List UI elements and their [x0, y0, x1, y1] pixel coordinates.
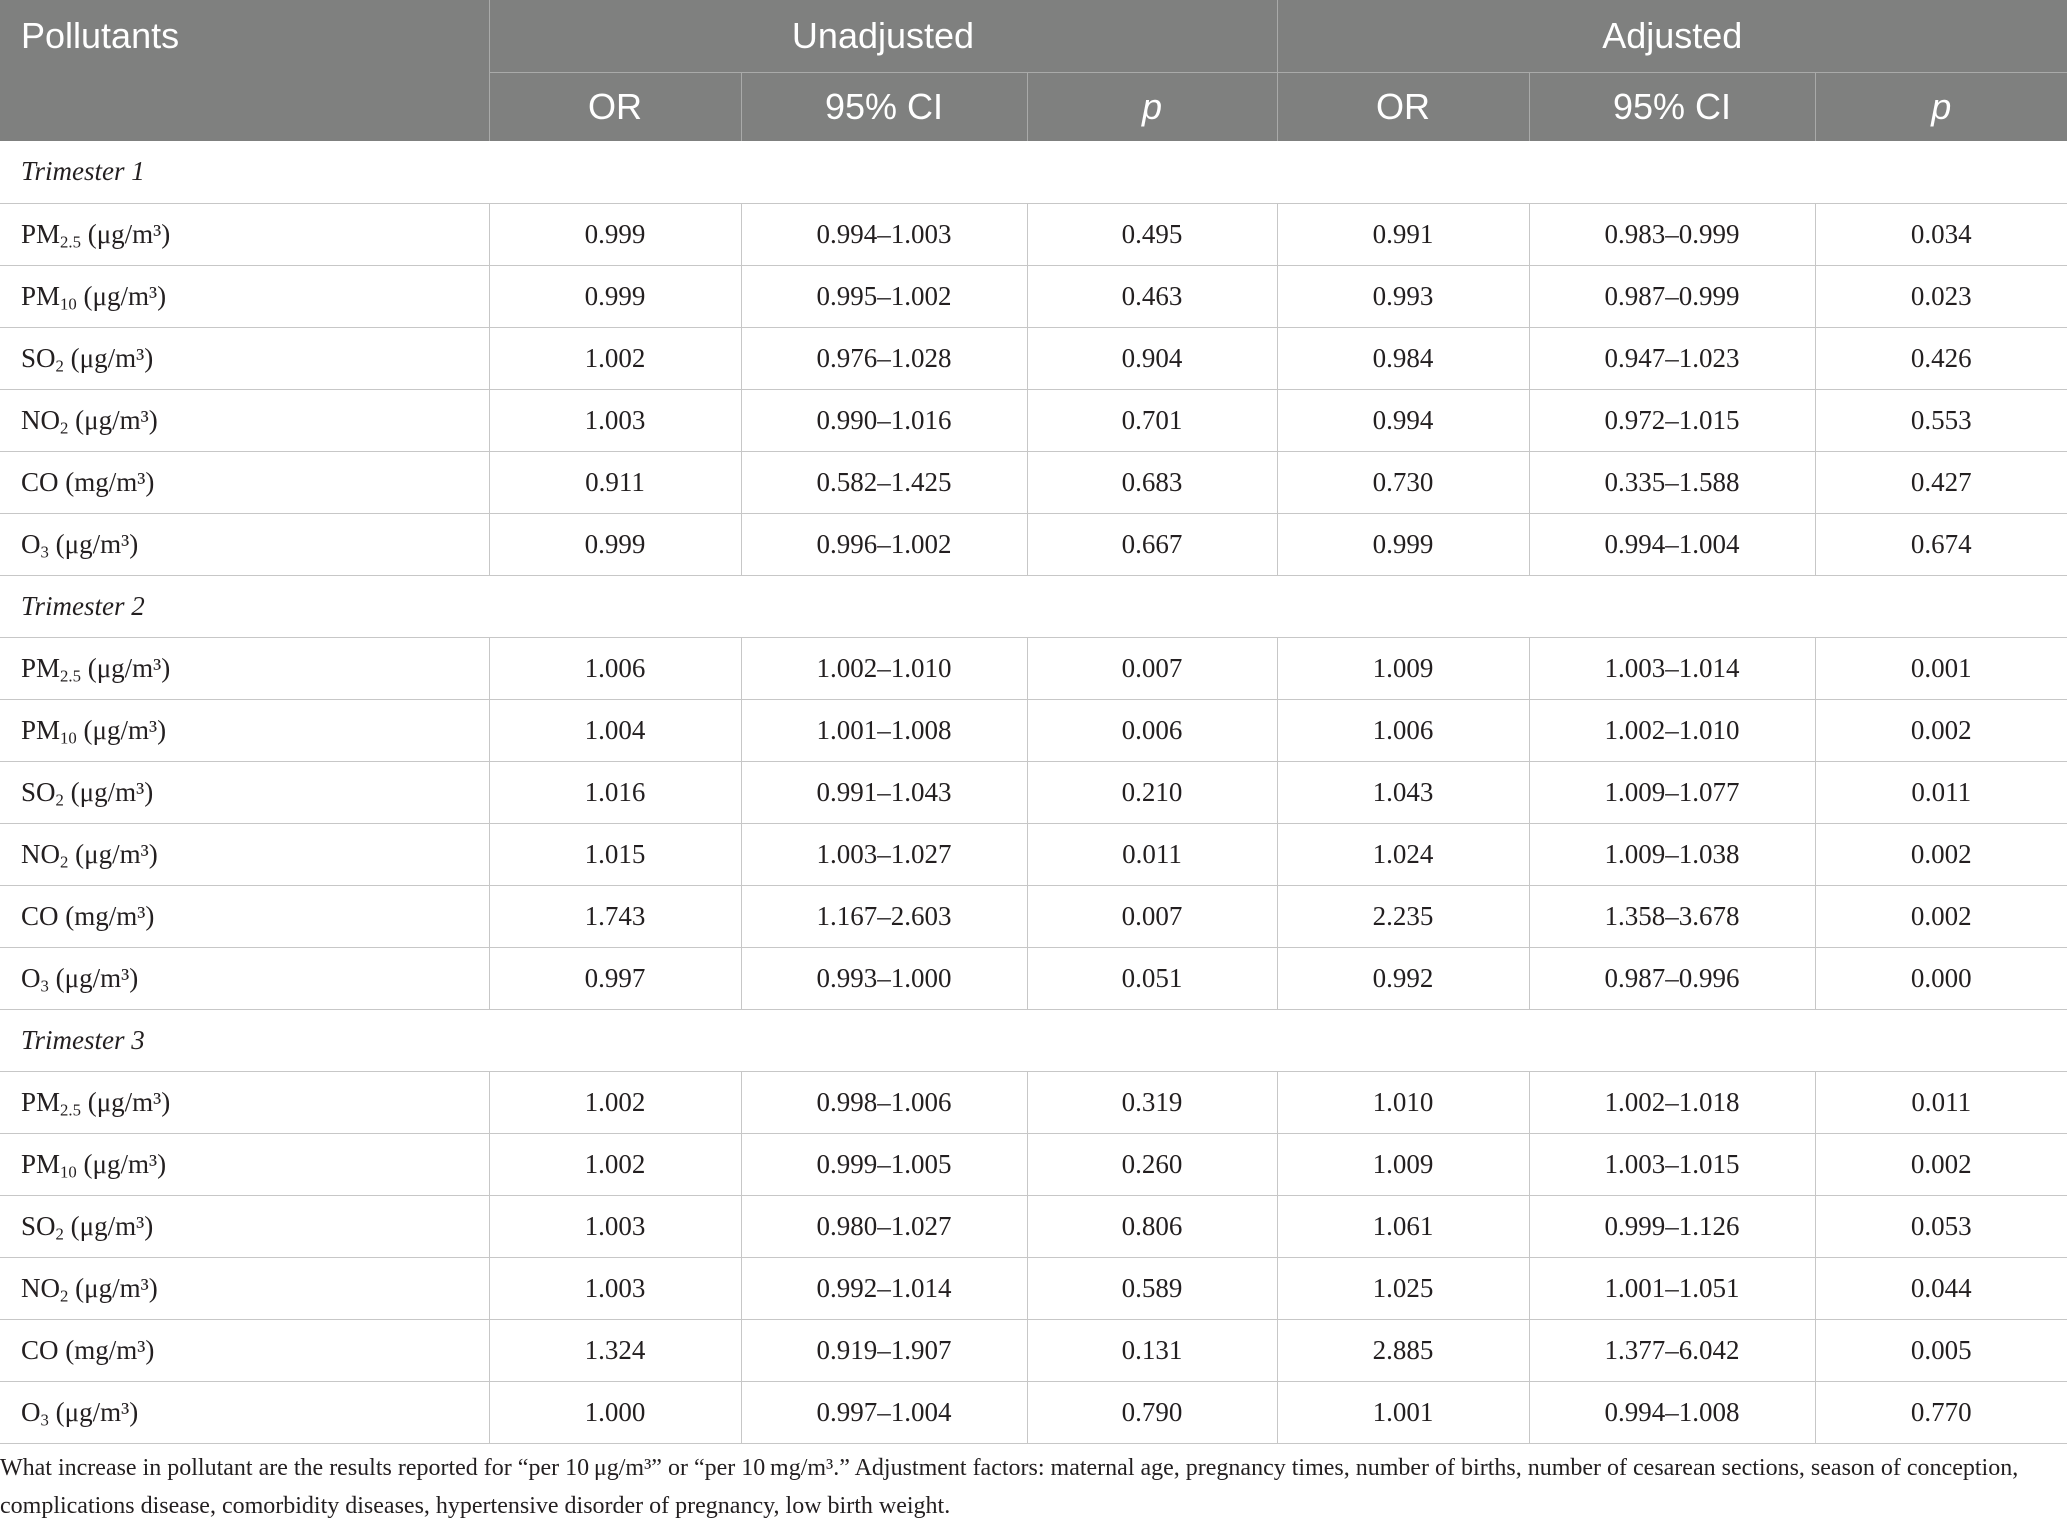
- pollutant-unit: (μg/m³): [55, 962, 139, 993]
- or-unadjusted-cell: 1.002: [489, 1071, 741, 1133]
- ci-unadjusted-cell: 0.999–1.005: [741, 1133, 1027, 1195]
- or-unadjusted-cell: 1.015: [489, 823, 741, 885]
- table-footnote: What increase in pollutant are the results reported for “per 10 μg/m³” or “per 10 mg/m³.” Adjustment factors: maternal age, pregnancy times, number of births, number of cesarean sections, season of conception, complications disease, comorbidity diseases, hypertensive disorder of pregnancy, low birth weight.: [0, 1455, 2019, 1519]
- ci-adjusted-cell: 1.377–6.042: [1529, 1319, 1815, 1381]
- pollutant-subscript: 3: [40, 542, 49, 562]
- pollutant-unit: (μg/m³): [87, 1086, 171, 1117]
- ci-adjusted-cell: 1.009–1.077: [1529, 761, 1815, 823]
- pollutant-subscript: 10: [60, 1162, 77, 1182]
- pollutant-name: CO: [21, 1334, 59, 1365]
- or-adjusted-cell: 1.006: [1277, 699, 1529, 761]
- header-pollutants: Pollutants: [0, 0, 489, 141]
- ci-adjusted-cell: 0.994–1.004: [1529, 513, 1815, 575]
- p-unadjusted-cell: 0.667: [1027, 513, 1277, 575]
- ci-unadjusted-cell: 0.994–1.003: [741, 203, 1027, 265]
- or-unadjusted-cell: 0.999: [489, 513, 741, 575]
- ci-unadjusted-cell: 0.990–1.016: [741, 389, 1027, 451]
- pollutant-unit: (μg/m³): [55, 1396, 139, 1427]
- pollutant-unit: (μg/m³): [83, 280, 167, 311]
- pollutant-name: O: [21, 1396, 41, 1427]
- p-adjusted-cell: 0.034: [1815, 203, 2067, 265]
- pollutant-cell: [0, 1195, 489, 1257]
- or-adjusted-cell: 1.043: [1277, 761, 1529, 823]
- p-adjusted-cell: 0.044: [1815, 1257, 2067, 1319]
- table-row: [0, 451, 2067, 513]
- pollutant-unit: (μg/m³): [87, 652, 171, 683]
- p-unadjusted-cell: 0.806: [1027, 1195, 1277, 1257]
- p-adjusted-cell: 0.002: [1815, 1133, 2067, 1195]
- pollutant-cell: [0, 637, 489, 699]
- p-adjusted-cell: 0.427: [1815, 451, 2067, 513]
- or-unadjusted-cell: 0.999: [489, 265, 741, 327]
- pollutant-subscript: 3: [40, 976, 49, 996]
- p-unadjusted-cell: 0.463: [1027, 265, 1277, 327]
- trimester-heading-row: [0, 141, 2067, 203]
- or-adjusted-cell: 0.994: [1277, 389, 1529, 451]
- ci-unadjusted-cell: 1.002–1.010: [741, 637, 1027, 699]
- table-row: [0, 823, 2067, 885]
- pollutant-unit: (μg/m³): [75, 1272, 158, 1303]
- or-adjusted-cell: 0.999: [1277, 513, 1529, 575]
- ci-adjusted-cell: 0.335–1.588: [1529, 451, 1815, 513]
- pollutant-cell: [0, 823, 489, 885]
- or-unadjusted-cell: 1.006: [489, 637, 741, 699]
- or-unadjusted-cell: 0.911: [489, 451, 741, 513]
- or-adjusted-cell: 1.025: [1277, 1257, 1529, 1319]
- or-adjusted-cell: 1.024: [1277, 823, 1529, 885]
- table-row: [0, 699, 2067, 761]
- table-row: [0, 637, 2067, 699]
- pollutant-subscript: 2: [60, 1286, 69, 1306]
- p-adjusted-cell: 0.000: [1815, 947, 2067, 1009]
- table-row: [0, 761, 2067, 823]
- table-row: [0, 1319, 2067, 1381]
- p-adjusted-cell: 0.002: [1815, 699, 2067, 761]
- table-row: [0, 1257, 2067, 1319]
- pollutant-unit: (μg/m³): [55, 528, 139, 559]
- p-unadjusted-cell: 0.683: [1027, 451, 1277, 513]
- p-adjusted-cell: 0.002: [1815, 823, 2067, 885]
- ci-adjusted-cell: 1.358–3.678: [1529, 885, 1815, 947]
- pollutant-name: PM: [21, 1148, 61, 1179]
- p-unadjusted-cell: 0.260: [1027, 1133, 1277, 1195]
- pollutant-cell: [0, 1257, 489, 1319]
- ci-unadjusted-cell: 0.997–1.004: [741, 1381, 1027, 1443]
- table-row: [0, 1195, 2067, 1257]
- pollutant-subscript: 10: [60, 294, 77, 314]
- or-adjusted-cell: 1.061: [1277, 1195, 1529, 1257]
- pollutant-cell: [0, 451, 489, 513]
- table-row: [0, 203, 2067, 265]
- pollutant-name: PM: [21, 714, 61, 745]
- or-adjusted-cell: 0.984: [1277, 327, 1529, 389]
- p-unadjusted-cell: 0.007: [1027, 885, 1277, 947]
- pollutant-cell: [0, 1133, 489, 1195]
- ci-adjusted-cell: 1.002–1.018: [1529, 1071, 1815, 1133]
- table-row: [0, 327, 2067, 389]
- trimester-label: Trimester 2: [0, 575, 2067, 637]
- pollutant-unit: (mg/m³): [65, 466, 155, 497]
- or-adjusted-cell: 1.001: [1277, 1381, 1529, 1443]
- pollutant-name: PM: [21, 652, 61, 683]
- pollutant-subscript: 2.5: [60, 1100, 81, 1120]
- ci-unadjusted-cell: 0.919–1.907: [741, 1319, 1027, 1381]
- ci-unadjusted-cell: 0.995–1.002: [741, 265, 1027, 327]
- header-p-unadjusted: p: [1027, 72, 1277, 141]
- ci-adjusted-cell: 1.003–1.014: [1529, 637, 1815, 699]
- p-adjusted-cell: 0.770: [1815, 1381, 2067, 1443]
- ci-unadjusted-cell: 0.992–1.014: [741, 1257, 1027, 1319]
- pollutant-name: NO: [21, 838, 60, 869]
- ci-adjusted-cell: 0.987–0.996: [1529, 947, 1815, 1009]
- or-unadjusted-cell: 1.002: [489, 1133, 741, 1195]
- ci-unadjusted-cell: 1.001–1.008: [741, 699, 1027, 761]
- header-row-groups: [0, 0, 2067, 72]
- ci-adjusted-cell: 0.987–0.999: [1529, 265, 1815, 327]
- pollutant-unit: (μg/m³): [83, 714, 167, 745]
- pollutant-name: PM: [21, 218, 61, 249]
- p-adjusted-cell: 0.023: [1815, 265, 2067, 327]
- table-row: [0, 885, 2067, 947]
- pollutant-unit: (μg/m³): [83, 1148, 167, 1179]
- pollutant-name: SO: [21, 1210, 56, 1241]
- pollutant-cell: [0, 265, 489, 327]
- p-adjusted-cell: 0.005: [1815, 1319, 2067, 1381]
- or-unadjusted-cell: 0.997: [489, 947, 741, 1009]
- or-unadjusted-cell: 1.743: [489, 885, 741, 947]
- pollutant-cell: [0, 761, 489, 823]
- pollutant-subscript: 10: [60, 728, 77, 748]
- ci-adjusted-cell: 0.994–1.008: [1529, 1381, 1815, 1443]
- pollutant-cell: [0, 699, 489, 761]
- pollutant-name: PM: [21, 1086, 61, 1117]
- pollutant-unit: (mg/m³): [65, 1334, 155, 1365]
- pollutant-subscript: 2: [55, 790, 64, 810]
- ci-adjusted-cell: 1.009–1.038: [1529, 823, 1815, 885]
- pollutant-name: SO: [21, 776, 56, 807]
- pollutant-name: PM: [21, 280, 61, 311]
- p-unadjusted-cell: 0.904: [1027, 327, 1277, 389]
- or-unadjusted-cell: 1.000: [489, 1381, 741, 1443]
- p-adjusted-cell: 0.001: [1815, 637, 2067, 699]
- or-adjusted-cell: 2.885: [1277, 1319, 1529, 1381]
- pollutant-name: NO: [21, 404, 60, 435]
- trimester-heading-row: [0, 1009, 2067, 1071]
- pollutant-name: CO: [21, 900, 59, 931]
- pollutant-subscript: 2.5: [60, 232, 81, 252]
- table-row: [0, 1071, 2067, 1133]
- pollutant-cell: [0, 389, 489, 451]
- ci-unadjusted-cell: 1.167–2.603: [741, 885, 1027, 947]
- table-body: [0, 141, 2067, 1443]
- ci-unadjusted-cell: 0.993–1.000: [741, 947, 1027, 1009]
- header-ci-unadjusted: 95% CI: [741, 72, 1027, 141]
- ci-adjusted-cell: 1.002–1.010: [1529, 699, 1815, 761]
- ci-unadjusted-cell: 1.003–1.027: [741, 823, 1027, 885]
- ci-adjusted-cell: 0.947–1.023: [1529, 327, 1815, 389]
- pollutant-subscript: 2: [60, 852, 69, 872]
- p-unadjusted-cell: 0.589: [1027, 1257, 1277, 1319]
- ci-unadjusted-cell: 0.998–1.006: [741, 1071, 1027, 1133]
- p-unadjusted-cell: 0.210: [1027, 761, 1277, 823]
- or-unadjusted-cell: 1.003: [489, 1195, 741, 1257]
- table-row: [0, 389, 2067, 451]
- or-adjusted-cell: 1.009: [1277, 637, 1529, 699]
- header-or-adjusted: OR: [1277, 72, 1529, 141]
- pollutant-unit: (μg/m³): [70, 1210, 154, 1241]
- pollutant-unit: (μg/m³): [70, 342, 154, 373]
- p-unadjusted-cell: 0.051: [1027, 947, 1277, 1009]
- or-unadjusted-cell: 1.324: [489, 1319, 741, 1381]
- pollutant-subscript: 2.5: [60, 666, 81, 686]
- header-unadjusted: Unadjusted: [489, 0, 1277, 72]
- p-unadjusted-cell: 0.131: [1027, 1319, 1277, 1381]
- table-row: [0, 1381, 2067, 1443]
- p-adjusted-cell: 0.674: [1815, 513, 2067, 575]
- ci-unadjusted-cell: 0.980–1.027: [741, 1195, 1027, 1257]
- trimester-heading-row: [0, 575, 2067, 637]
- table-row: [0, 1133, 2067, 1195]
- header-or-unadjusted: OR: [489, 72, 741, 141]
- p-unadjusted-cell: 0.790: [1027, 1381, 1277, 1443]
- ci-adjusted-cell: 0.983–0.999: [1529, 203, 1815, 265]
- or-adjusted-cell: 1.009: [1277, 1133, 1529, 1195]
- ci-adjusted-cell: 1.003–1.015: [1529, 1133, 1815, 1195]
- p-adjusted-cell: 0.426: [1815, 327, 2067, 389]
- pollutant-cell: [0, 1381, 489, 1443]
- trimester-label: Trimester 3: [0, 1009, 2067, 1071]
- pollutant-unit: (μg/m³): [87, 218, 171, 249]
- ci-unadjusted-cell: 0.996–1.002: [741, 513, 1027, 575]
- or-unadjusted-cell: 1.004: [489, 699, 741, 761]
- pollutant-name: O: [21, 962, 41, 993]
- or-unadjusted-cell: 1.016: [489, 761, 741, 823]
- p-unadjusted-cell: 0.495: [1027, 203, 1277, 265]
- pollutant-name: SO: [21, 342, 56, 373]
- pollutant-cell: [0, 513, 489, 575]
- or-adjusted-cell: 1.010: [1277, 1071, 1529, 1133]
- pollutant-unit: (mg/m³): [65, 900, 155, 931]
- p-unadjusted-cell: 0.006: [1027, 699, 1277, 761]
- header-ci-adjusted: 95% CI: [1529, 72, 1815, 141]
- pollutant-cell: [0, 327, 489, 389]
- table-row: [0, 265, 2067, 327]
- pollutant-unit: (μg/m³): [75, 838, 158, 869]
- table-header: [0, 0, 2067, 141]
- p-unadjusted-cell: 0.007: [1027, 637, 1277, 699]
- table-row: [0, 947, 2067, 1009]
- pollutant-cell: [0, 1319, 489, 1381]
- or-unadjusted-cell: 1.002: [489, 327, 741, 389]
- pollutant-name: CO: [21, 466, 59, 497]
- ci-unadjusted-cell: 0.976–1.028: [741, 327, 1027, 389]
- pollutant-cell: [0, 203, 489, 265]
- or-unadjusted-cell: 1.003: [489, 389, 741, 451]
- header-adjusted: Adjusted: [1277, 0, 2067, 72]
- pollutant-cell: [0, 1071, 489, 1133]
- pollutant-name: NO: [21, 1272, 60, 1303]
- ci-adjusted-cell: 1.001–1.051: [1529, 1257, 1815, 1319]
- pollutant-subscript: 3: [40, 1410, 49, 1430]
- trimester-label: Trimester 1: [0, 141, 2067, 203]
- pollutant-subscript: 2: [55, 356, 64, 376]
- pollutant-subscript: 2: [55, 1224, 64, 1244]
- p-adjusted-cell: 0.011: [1815, 1071, 2067, 1133]
- p-adjusted-cell: 0.553: [1815, 389, 2067, 451]
- table-row: [0, 513, 2067, 575]
- pollutant-unit: (μg/m³): [70, 776, 154, 807]
- ci-adjusted-cell: 0.972–1.015: [1529, 389, 1815, 451]
- p-unadjusted-cell: 0.319: [1027, 1071, 1277, 1133]
- or-adjusted-cell: 2.235: [1277, 885, 1529, 947]
- p-adjusted-cell: 0.011: [1815, 761, 2067, 823]
- pollutant-unit: (μg/m³): [75, 404, 158, 435]
- or-adjusted-cell: 0.730: [1277, 451, 1529, 513]
- or-adjusted-cell: 0.992: [1277, 947, 1529, 1009]
- pollutant-cell: [0, 947, 489, 1009]
- or-unadjusted-cell: 1.003: [489, 1257, 741, 1319]
- ci-unadjusted-cell: 0.582–1.425: [741, 451, 1027, 513]
- p-adjusted-cell: 0.053: [1815, 1195, 2067, 1257]
- or-adjusted-cell: 0.991: [1277, 203, 1529, 265]
- or-unadjusted-cell: 0.999: [489, 203, 741, 265]
- ci-unadjusted-cell: 0.991–1.043: [741, 761, 1027, 823]
- header-p-adjusted: p: [1815, 72, 2067, 141]
- pollutant-name: O: [21, 528, 41, 559]
- ci-adjusted-cell: 0.999–1.126: [1529, 1195, 1815, 1257]
- p-adjusted-cell: 0.002: [1815, 885, 2067, 947]
- pollutant-subscript: 2: [60, 418, 69, 438]
- p-unadjusted-cell: 0.701: [1027, 389, 1277, 451]
- p-unadjusted-cell: 0.011: [1027, 823, 1277, 885]
- pollutant-cell: [0, 885, 489, 947]
- or-adjusted-cell: 0.993: [1277, 265, 1529, 327]
